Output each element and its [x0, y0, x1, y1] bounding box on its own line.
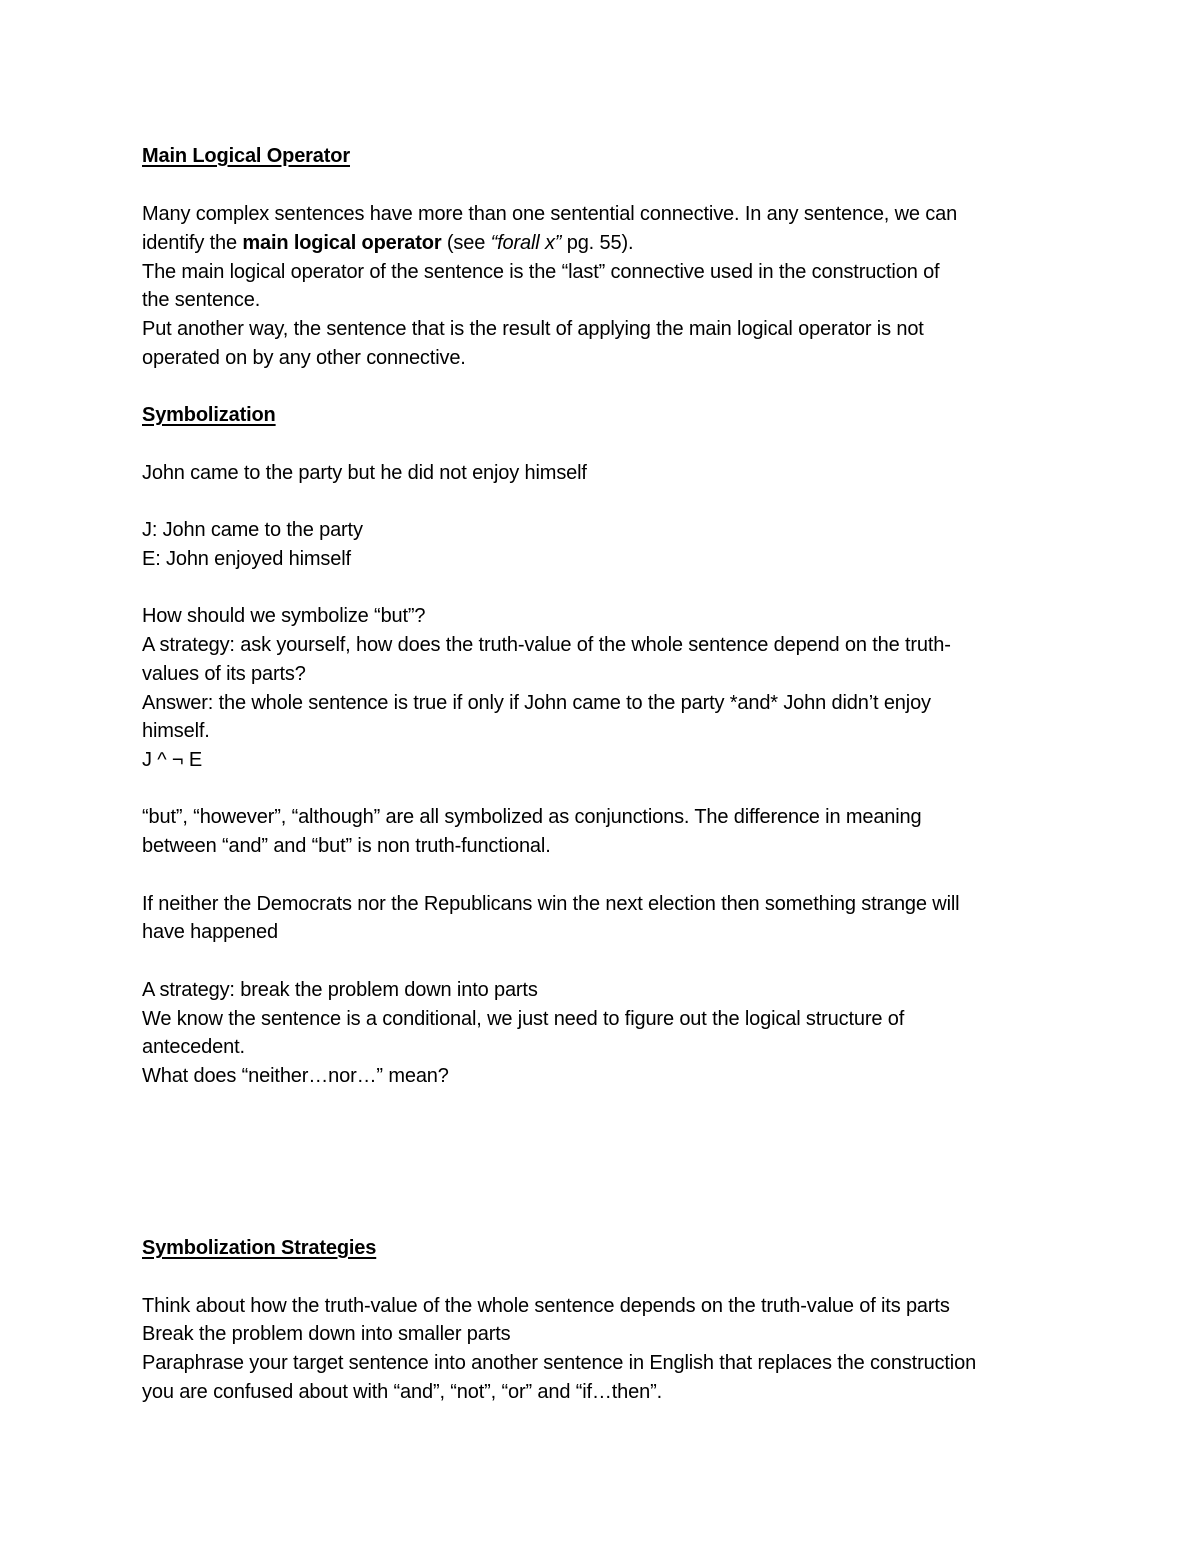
paragraph-line: A strategy: ask yourself, how does the truth-value of the whole sentence depend on the truth- — [142, 634, 951, 656]
paragraph-line: values of its parts? — [142, 663, 306, 685]
question-line: How should we symbolize “but”? — [142, 605, 426, 627]
example-sentence: If neither the Democrats nor the Republicans win the next election then something strange will — [142, 893, 960, 915]
paragraph-line: the sentence. — [142, 289, 261, 311]
paragraph-line: Many complex sentences have more than one sentential connective. In any sentence, we can — [142, 203, 958, 225]
paragraph-line: himself. — [142, 720, 210, 742]
heading-symbolization-strategies: Symbolization Strategies — [142, 1237, 377, 1259]
paragraph-line — [142, 229, 633, 257]
paragraph-line: antecedent. — [142, 1036, 245, 1058]
example-sentence: John came to the party but he did not enjoy himself — [142, 462, 587, 484]
heading-main-logical-operator: Main Logical Operator — [142, 145, 350, 167]
paragraph-line: Answer: the whole sentence is true if only if John came to the party *and* John didn’t enjoy — [142, 692, 931, 714]
strategy-line: Paraphrase your target sentence into another sentence in English that replaces the construction — [142, 1352, 977, 1374]
paragraph-line: A strategy: break the problem down into parts — [142, 979, 538, 1001]
text-run: (see — [441, 232, 491, 254]
strategy-line: you are confused about with “and”, “not”, “or” and “if…then”. — [142, 1381, 663, 1403]
symbol-key-e: E: John enjoyed himself — [142, 548, 351, 570]
bold-term: main logical operator — [242, 232, 442, 254]
italic-book-title: “forall x” — [490, 232, 562, 254]
heading-symbolization: Symbolization — [142, 404, 276, 426]
paragraph-line: Put another way, the sentence that is the result of applying the main logical operator is not — [142, 318, 924, 340]
text-run: pg. 55). — [561, 232, 634, 254]
symbol-key-j: J: John came to the party — [142, 519, 363, 541]
strategy-line: Think about how the truth-value of the whole sentence depends on the truth-value of its parts — [142, 1295, 950, 1317]
text-run: identify the — [142, 232, 243, 254]
example-sentence: have happened — [142, 921, 278, 943]
paragraph-line: We know the sentence is a conditional, we just need to figure out the logical structure of — [142, 1008, 905, 1030]
strategy-line: Break the problem down into smaller parts — [142, 1323, 511, 1345]
paragraph-line: operated on by any other connective. — [142, 347, 466, 369]
formula-line: J ^ ¬ E — [142, 749, 203, 771]
paragraph-line: What does “neither…nor…” mean? — [142, 1065, 449, 1087]
paragraph-line: “but”, “however”, “although” are all symbolized as conjunctions. The difference in meaning — [142, 806, 922, 828]
paragraph-line: The main logical operator of the sentence is the “last” connective used in the construction of — [142, 261, 940, 283]
paragraph-line: between “and” and “but” is non truth-functional. — [142, 835, 551, 857]
